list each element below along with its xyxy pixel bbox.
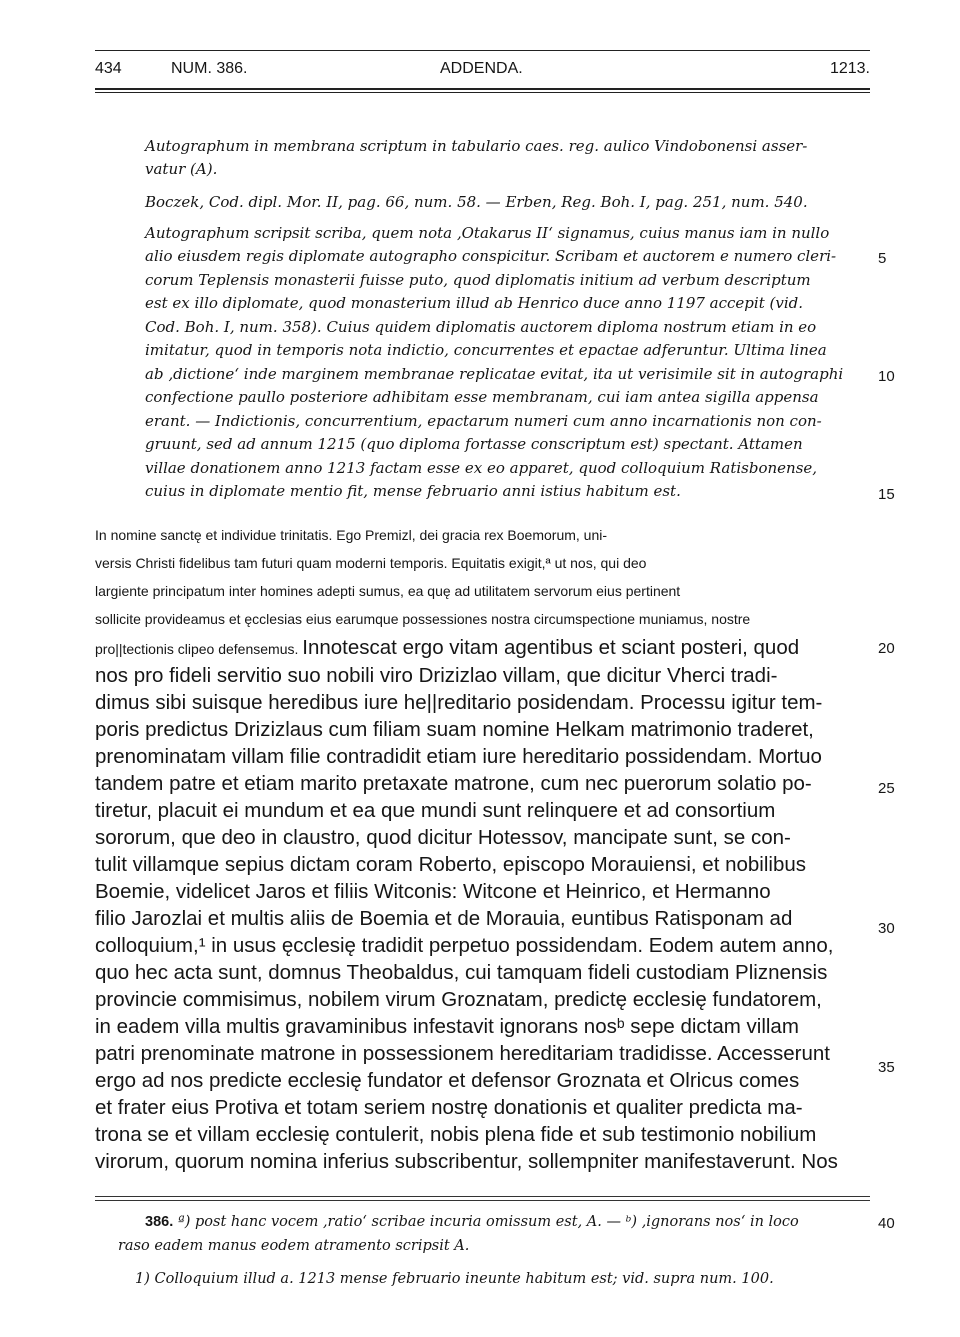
- charter-line: provincie commisimus, nobilem virum Groznatam, predictę ecclesię fundatorem,: [95, 988, 822, 1011]
- margin-line-number: 30: [878, 920, 895, 937]
- document-number: NUM. 386.: [171, 60, 248, 77]
- header-rule-thick: [95, 88, 870, 90]
- apparatus-number: 386.: [145, 1214, 174, 1230]
- charter-line: in eadem villa multis gravaminibus infestavit ignorans nosᵇ sepe dictam villam: [95, 1015, 799, 1038]
- commentary-line: villae donationem anno 1213 factam esse ex eo apparet, quod colloquium Ratisbonense,: [145, 459, 818, 477]
- charter-line: sororum, que deo in claustro, quod dicitur Hotessov, mancipate sunt, se con-: [95, 826, 791, 849]
- charter-line: poris predictus Drizizlaus cum filiam suam nomine Helkam matrimonio traderet,: [95, 718, 814, 741]
- charter-line: dimus sibi suisque heredibus iure he||reditario posidendam. Processu igitur tem-: [95, 691, 823, 714]
- charter-line: patri prenominate matrone in possessionem hereditariam tradidisse. Accesserunt: [95, 1042, 830, 1065]
- commentary-line: confectione paullo posteriore adhibitam esse membranam, cui iam antea sigilla appensa: [145, 388, 819, 406]
- apparatus-note-line-2: raso eadem manus eodem atramento scripsit A.: [118, 1238, 470, 1254]
- margin-line-number: 10: [878, 368, 895, 385]
- historical-footnote: 1) Colloquium illud a. 1213 mense februario ineunte habitum est; vid. supra num. 100.: [135, 1271, 774, 1287]
- apparatus-text: ª) post hanc vocem ‚ratio‘ scribae incuria omissum est, A. — ᵇ) ‚ignorans nos‘ in loco: [177, 1214, 799, 1230]
- margin-line-number: 40: [878, 1215, 895, 1232]
- header-rule-thin: [95, 92, 870, 93]
- charter-line: nos pro fideli servitio suo nobili viro Drizizlao villam, que dicitur Vherci tradi-: [95, 664, 778, 687]
- charter-mixed-large: Innotescat ergo vitam agentibus et sciant posteri, quod: [302, 636, 800, 659]
- section-title: ADDENDA.: [440, 60, 523, 77]
- commentary-line: erant. — Indictionis, concurrentium, epactarum numeri cum anno incarnationis non con-: [145, 412, 822, 430]
- commentary-line: cuius in diplomate mentio fit, mense februario anni istius habitum est.: [145, 482, 681, 500]
- footnote-rule-top: [95, 1196, 870, 1197]
- charter-line: prenominatam villam filie contradidit etiam iure hereditario possidendam. Mortuo: [95, 745, 822, 768]
- margin-line-number: 25: [878, 780, 895, 797]
- source-note-line-1: Autographum in membrana scriptum in tabulario caes. reg. aulico Vindobonensi asser-: [145, 137, 808, 155]
- charter-line: trona se et villam ecclesię contulerit, nobis plena fide et sub testimonio nobilium: [95, 1123, 817, 1146]
- header-top-rule: [95, 50, 870, 51]
- commentary-line: Cod. Boh. I, num. 358). Cuius quidem diplomatis auctorem diploma nostrum etiam in eo: [145, 318, 817, 336]
- charter-line: et frater eius Protiva et totam seriem nostrę donationis et qualiter predicta ma-: [95, 1096, 803, 1119]
- charter-mixed-small: pro||tectionis clipeo defensemus.: [95, 641, 299, 657]
- commentary-line: imitatur, quod in temporis nota indictio, concurrentes et epactae adferuntur. Ultima linea: [145, 341, 827, 359]
- running-header: [95, 60, 870, 86]
- editions-note: Boczek, Cod. dipl. Mor. II, pag. 66, num. 58. — Erben, Reg. Boh. I, pag. 251, num. 540.: [145, 193, 808, 211]
- charter-line: Boemie, videlicet Jaros et filiis Witconis: Witcone et Heinrico, et Hermanno: [95, 880, 771, 903]
- charter-line: tiretur, placuit ei mundum et ea que mundi sunt relinquere et ad consortium: [95, 799, 776, 822]
- commentary-line: est ex illo diplomate, quod monasterium illud ab Henrico duce anno 1197 accepit (vid.: [145, 294, 803, 312]
- charter-line-small: In nomine sanctę et individue trinitatis. Ego Premizl, dei gracia rex Boemorum, uni-: [95, 527, 608, 543]
- source-note-line-2: vatur (A).: [145, 160, 218, 178]
- margin-line-number: 5: [878, 250, 887, 267]
- charter-line: tandem patre et etiam marito pretaxate matrone, cum nec puerorum solatio po-: [95, 772, 812, 795]
- charter-line: filio Jarozlai et multis aliis de Boemia et de Morauia, euntibus Ratisponam ad: [95, 907, 793, 930]
- commentary-line: Autographum scripsit scriba, quem nota ‚Otakarus II‘ signamus, cuius manus iam in nullo: [145, 224, 830, 242]
- commentary-line: corum Teplensis monasterii fuisse puto, quod diplomatis initium ad verbum descriptum: [145, 271, 811, 289]
- charter-line: ergo ad nos predicte ecclesię fundator et defensor Groznata et Olricus comes: [95, 1069, 800, 1092]
- commentary-line: gruunt, sed ad annum 1215 (quo diploma fortasse conscriptum est) spectant. Attamen: [145, 435, 803, 453]
- margin-line-number: 35: [878, 1059, 895, 1076]
- charter-line-small: sollicite provideamus et ęcclesias eius earumque possessiones nostra circumspectione muniamus, nostre: [95, 611, 751, 627]
- commentary-line: ab ‚dictione‘ inde marginem membranae replicatae evitat, ita ut verisimile sit in autographi: [145, 365, 844, 383]
- charter-line: virorum, quorum nomina inferius subscribentur, sollempniter manifestaverunt. Nos: [95, 1150, 838, 1173]
- charter-line: quo hec acta sunt, domnus Theobaldus, cui tamquam fideli custodiam Pliznensis: [95, 961, 828, 984]
- commentary-line: alio eiusdem regis diplomate autographo conspicitur. Scribam et auctorem e numero cleri-: [145, 247, 837, 265]
- page-number: 434: [95, 60, 122, 77]
- charter-line: colloquium,¹ in usus ęcclesię tradidit perpetuo possidendam. Eodem autem anno,: [95, 934, 834, 957]
- document-year: 1213.: [829, 60, 870, 77]
- apparatus-note-line-1: [145, 1210, 870, 1234]
- charter-line-small: versis Christi fidelibus tam futuri quam moderni temporis. Equitatis exigit,ª ut nos, qui deo: [95, 555, 647, 571]
- charter-line-mixed: [95, 634, 870, 663]
- margin-line-number: 20: [878, 640, 895, 657]
- footnote-rule-bottom: [95, 1200, 870, 1201]
- charter-line-small: largiente principatum inter homines adepti sumus, ea quę ad utilitatem servorum eius pertinent: [95, 583, 681, 599]
- charter-line: tulit villamque sepius dictam coram Roberto, episcopo Morauiensi, et nobilibus: [95, 853, 807, 876]
- margin-line-number: 15: [878, 486, 895, 503]
